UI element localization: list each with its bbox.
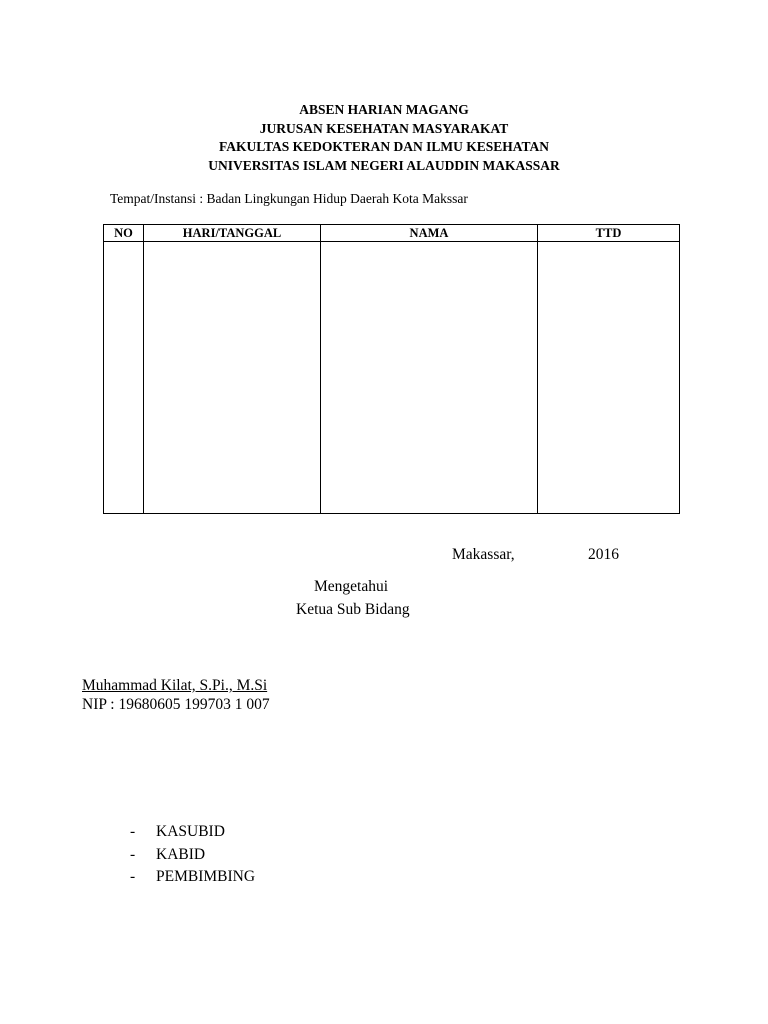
document-header bbox=[0, 101, 768, 175]
cell-signature[interactable] bbox=[538, 242, 680, 514]
column-header-signature: TTD bbox=[538, 225, 680, 242]
table-row bbox=[104, 242, 680, 514]
list-item bbox=[130, 844, 255, 867]
header-title: ABSEN HARIAN MAGANG bbox=[299, 102, 469, 117]
table-header-row bbox=[104, 225, 680, 242]
column-header-name: NAMA bbox=[321, 225, 538, 242]
date-year: 2016 bbox=[588, 546, 619, 563]
header-department: JURUSAN KESEHATAN MASYARAKAT bbox=[259, 120, 509, 136]
date-line bbox=[452, 546, 619, 564]
cell-name[interactable] bbox=[321, 242, 538, 514]
list-item bbox=[130, 866, 255, 889]
list-dash: - bbox=[130, 823, 136, 840]
column-header-no: NO bbox=[104, 225, 144, 242]
signatory-name: Muhammad Kilat, S.Pi., M.Si bbox=[82, 677, 268, 694]
signatory-nip: NIP : 19680605 199703 1 007 bbox=[82, 696, 270, 713]
list-dash: - bbox=[130, 845, 136, 863]
cc-list bbox=[130, 821, 255, 889]
cell-date[interactable] bbox=[144, 242, 321, 514]
list-item-label: KABID bbox=[156, 845, 206, 863]
date-city: Makassar, bbox=[452, 546, 515, 563]
list-dash: - bbox=[130, 868, 136, 885]
acknowledge-label: Mengetahui bbox=[314, 578, 389, 595]
attendance-table bbox=[103, 224, 680, 514]
column-header-date: HARI/TANGGAL bbox=[144, 225, 321, 242]
list-item bbox=[130, 821, 255, 844]
cell-no[interactable] bbox=[104, 242, 144, 514]
header-university: UNIVERSITAS ISLAM NEGERI ALAUDDIN MAKASSAR bbox=[208, 157, 560, 173]
list-item-label: PEMBIMBING bbox=[156, 868, 256, 885]
position-title: Ketua Sub Bidang bbox=[296, 601, 410, 618]
header-faculty: FAKULTAS KEDOKTERAN DAN ILMU KESEHATAN bbox=[218, 139, 550, 154]
list-item-label: KASUBID bbox=[156, 823, 225, 840]
place-line: Tempat/Instansi : Badan Lingkungan Hidup Daerah Kota Makssar bbox=[110, 191, 468, 206]
